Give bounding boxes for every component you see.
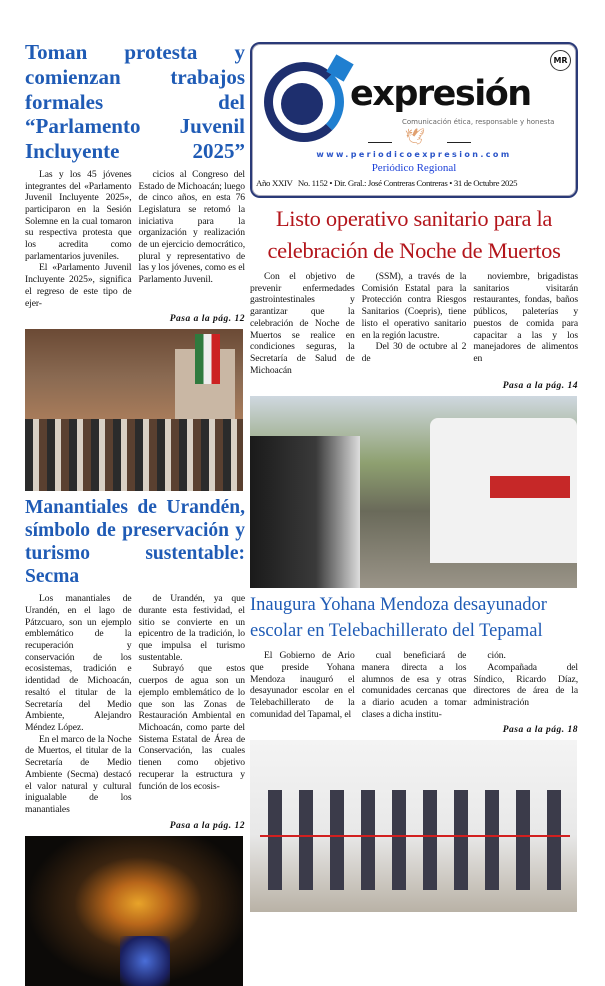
text-column [139, 169, 246, 309]
paragraph: Del 30 de octubre al 2 de [361, 341, 467, 364]
article-body-parlamento [25, 169, 245, 309]
photo-congress-session [25, 329, 243, 491]
paragraph: cual beneficiará de manera directa a los alumnos de esa y otras comunidades cercanas que a diario acuden a tomar clases a dicha institu- [361, 650, 467, 720]
paragraph: (SSM), a través de la Comisión Estatal para la Protección contra Riesgos Sanitarios (Coepris), tiene listo el operativo sanitario en la región lacustre. [361, 271, 467, 341]
text-column [473, 650, 578, 720]
article-body-manantiales [25, 593, 245, 815]
article-body-desayunador [250, 650, 578, 720]
registered-mark: MR [550, 50, 571, 71]
paragraph: cicios al Congreso del Estado de Michoacán; luego de cinco años, en esta 76 Legislatura se retomó la iniciativa para la organización y realización de un ejercicio democrático, plural y representativo de las y los jóvenes, como es el Parlamento Juvenil. [138, 168, 245, 286]
text-column [25, 169, 132, 309]
jump-link-desayunador[interactable]: Pasa a la pág. 18 [502, 725, 578, 736]
website-link[interactable]: www.periodicoexpresion.com [316, 150, 512, 159]
dove-icon: 🕊 [405, 129, 426, 146]
paragraph: noviembre, brigadistas sanitarios visitarán restaurantes, fondas, baños públicos, paleterías y puestos de comida para capacitar a las y los manejadores de alimentos en [473, 271, 579, 364]
photo-ribbon-cutting [250, 740, 577, 912]
jump-link-operativo[interactable]: Pasa a la pág. 14 [502, 381, 578, 392]
paragraph: El «Parlamento Juvenil Incluyente 2025», significa el regreso de este tipo de ejer- [25, 262, 132, 309]
paragraph: ción. [487, 650, 506, 662]
paragraph: Subrayó que estos cuerpos de agua son un ejemplo emblemático de lo que son las Zonas de Restauración Ambiental en Michoacán, como parte del Sistema Estatal de Área de Conservación, las cuales tienen como objetivo recuperar la estructura y función de los ecosis- [138, 663, 245, 792]
photo-sanitary-brigade [250, 396, 577, 588]
paragraph: El Gobierno de Ario que preside Yohana Mendoza inauguró el desayunador escolar en el Telebachillerato de la comunidad del Tapamal, el [250, 650, 355, 720]
paragraph: Los manantiales de Urandén, en el lago de Pátzcuaro, son un ejemplo emblemático de la recuperación y conservación de los ecosistemas, tradición e identidad de Michoacán, resaltó el titular de la Secretaría del Medio Ambiente, Alejandro Méndez López. [25, 593, 132, 733]
logo-wordmark: expresión [350, 74, 531, 114]
paragraph: En el marco de la Noche de Muertos, el titular de la Secretaría de Medio Ambiente (Secma) destacó el valor natural y cultural inigualable de los manantiales [25, 733, 132, 815]
jump-link-manantiales[interactable]: Pasa a la pág. 12 [169, 820, 245, 831]
paragraph: Acompañada del Síndico, Ricardo Díaz, directores de área de la administración [473, 661, 579, 708]
left-column [25, 40, 245, 986]
subtitle: Periódico Regional [371, 162, 457, 174]
text-column [250, 650, 355, 720]
headline-manantiales[interactable]: Manantiales de Urandén, símbolo de preservación y turismo sustentable: Secma [25, 497, 245, 588]
paragraph: de Urandén, ya que durante esta festividad, el sitio se convierte en un epicentro de la tradición, lo que impulsa el turismo sustentable. [138, 593, 245, 663]
tagline: Comunicación ética, responsable y honesta [402, 118, 555, 126]
issue-line: Año XXIV No. 1152 • Dir. Gral.: José Contreras Contreras • 31 de Octubre 2025 [256, 178, 518, 188]
headline-desayunador[interactable]: Inaugura Yohana Mendoza desayunador escolar en Telebachillerato del Tepamal [250, 595, 547, 642]
text-column [362, 271, 467, 376]
text-column [139, 593, 246, 815]
headline-operativo[interactable]: Listo operativo sanitario para la celebración de Noche de Muertos [267, 206, 561, 263]
text-column [362, 650, 467, 720]
article-body-operativo [250, 271, 578, 376]
headline-parlamento[interactable]: Toman protesta y comienzan trabajos formales del “Parlamento Juvenil Incluyente 2025” [25, 40, 245, 164]
paragraph: Las y los 45 jóvenes integrantes del «Parlamento Juvenil Incluyente 2025», participaron en la Sesión Solemne en la cual tomaron su respectiva protesta que los acredita como parlamentarios juveniles. [25, 168, 132, 262]
jump-link-parlamento[interactable]: Pasa a la pág. 12 [169, 314, 245, 325]
photo-altar-night [25, 836, 243, 986]
masthead [250, 42, 578, 198]
text-column [25, 593, 132, 815]
right-column [250, 42, 578, 912]
text-column [250, 271, 355, 376]
text-column [473, 271, 578, 376]
paragraph: Con el objetivo de prevenir enfermedades gastrointestinales y garantizar que la celebración de Noche de Muertos se realice en condiciones seguras, la Secretaría de Salud de Michoacán [250, 271, 355, 376]
